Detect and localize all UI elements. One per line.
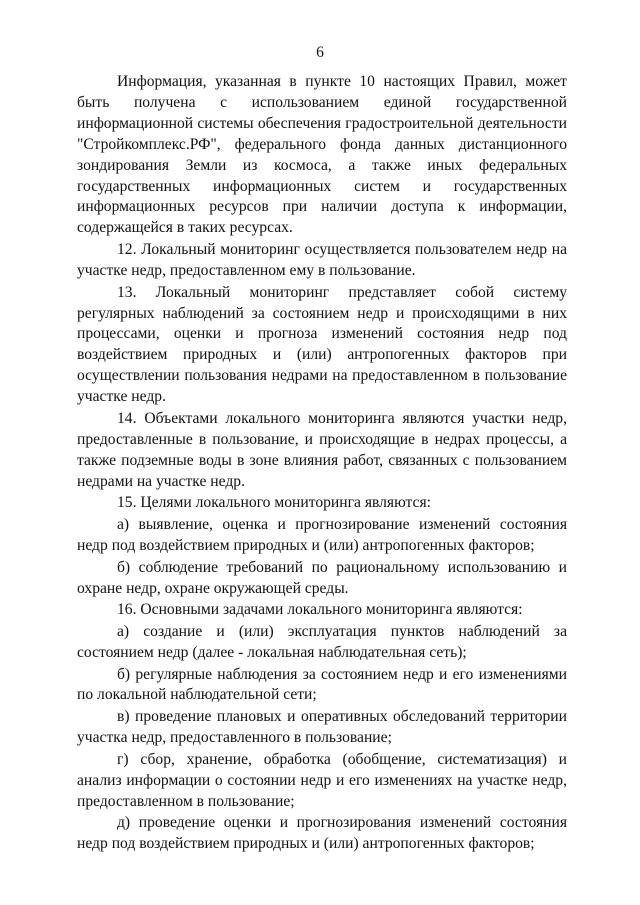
paragraph-15-a: а) выявление, оценка и прогнозирование изменений состояния недр под воздействием природных и (или) антропогенных факторов; <box>77 516 567 554</box>
paragraph-15: 15. Целями локального мониторинга являются: <box>117 494 431 512</box>
paragraph-14: 14. Объектами локального мониторинга являются участки недр, предоставленные в пользование, и происходящие в недрах процессы, а также подземные воды в зоне влияния работ, связанных с пользованием недрами на участке недр. <box>77 409 567 490</box>
paragraph-13: 13. Локальный мониторинг представляет собой систему регулярных наблюдений за состоянием недр и происходящими в них процессами, оценки и прогноза изменений состояния недр под воздействием природных и (или) антропогенных факторов при осуществлении пользования недрами на предоставленном в пользование участке недр. <box>77 283 567 406</box>
page-number: 6 <box>316 44 324 61</box>
paragraph-info-sources: Информация, указанная в пункте 10 настоящих Правил, может быть получена с использованием единой государственной информационной системы обеспечения градостроительной деятельности "Стройкомплекс.РФ", федерального фонда данных дистанционного зондирования Земли из космоса, а также иных федеральных государственных информационных систем и государственных информационных ресурсов при наличии доступа к информации, содержащейся в таких ресурсах. <box>77 73 567 237</box>
paragraph-16-v: в) проведение плановых и оперативных обследований территории участка недр, предоставленного в пользование; <box>77 708 567 747</box>
paragraph-12: 12. Локальный мониторинг осуществляется пользователем недр на участке недр, предоставленном ему в пользование. <box>77 241 567 279</box>
document-body <box>77 72 567 856</box>
paragraph-16-d: д) проведение оценки и прогнозирования изменений состояния недр под воздействием природных и (или) антропогенных факторов; <box>77 814 567 853</box>
paragraph-16-b: б) регулярные наблюдения за состоянием недр и его изменениями по локальной наблюдательной сети; <box>77 665 567 704</box>
paragraph-16-a: а) создание и (или) эксплуатация пунктов наблюдений за состоянием недр (далее - локальная наблюдательная сеть); <box>77 622 567 661</box>
paragraph-16: 16. Основными задачами локального мониторинга являются: <box>117 601 523 619</box>
paragraph-15-b: б) соблюдение требований по рациональному использованию и охране недр, охране окружающей среды. <box>77 558 567 597</box>
paragraph-16-g: г) сбор, хранение, обработка (обобщение, систематизация) и анализ информации о состоянии недр и его изменениях на участке недр, предоставленном в пользование; <box>77 750 567 810</box>
